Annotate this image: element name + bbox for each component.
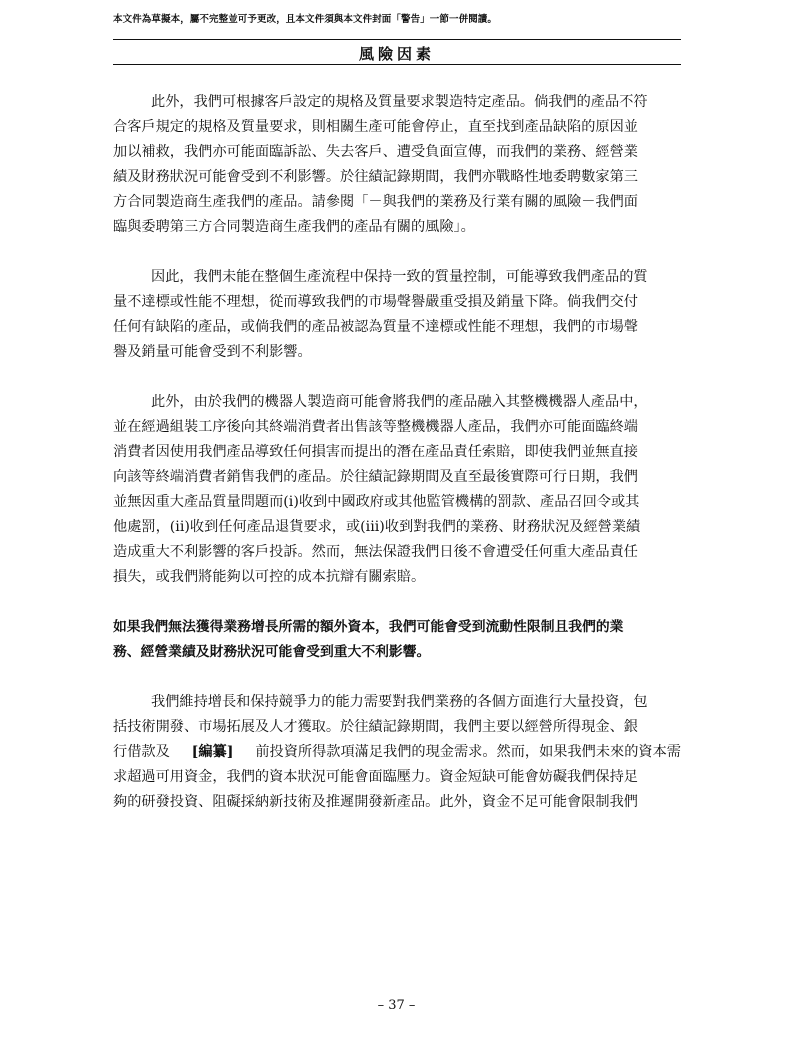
- heading-line: 務、經營業績及財務狀況可能會受到重大不利影響。: [113, 644, 431, 660]
- draft-disclaimer: 本文件為草擬本，屬不完整並可予更改，且本文件須與本文件封面「警告」一節一併閱讀。: [113, 14, 498, 25]
- paragraph-capital-needs: [113, 690, 681, 815]
- risk-heading: [113, 615, 681, 665]
- text-line: 此外，我們可根據客戶設定的規格及質量要求製造特定產品。倘我們的產品不符: [151, 94, 648, 110]
- text-line: 臨與委聘第三方合同製造商生產我們的產品有關的風險」。: [113, 219, 475, 235]
- text-line: 損失，或我們將能夠以可控的成本抗辯有關索賠。: [113, 569, 426, 585]
- text-line: 加以補救，我們亦可能面臨訴訟、失去客戶、遭受負面宣傳，而我們的業務、經營業: [113, 144, 638, 160]
- document-body: [113, 90, 681, 840]
- header-rule-bottom: [113, 64, 681, 65]
- section-title: 風險因素: [358, 45, 435, 63]
- heading-line: 如果我們無法獲得業務增長所需的額外資本，我們可能會受到流動性限制且我們的業: [113, 619, 624, 635]
- redaction-marker: [編纂]: [191, 744, 234, 760]
- text-line: 因此，我們未能在整個生產流程中保持一致的質量控制，可能導致我們產品的質: [151, 269, 648, 285]
- text-line: 造成重大不利影響的客戶投訴。然而，無法保證我們日後不會遭受任何重大產品責任: [113, 544, 638, 560]
- text-line: 此外，由於我們的機器人製造商可能會將我們的產品融入其整機機器人產品中，: [151, 394, 648, 410]
- text-line: [113, 740, 681, 765]
- text-line: 向該等終端消費者銷售我們的產品。於往績記錄期間及直至最後實際可行日期，我們: [113, 469, 638, 485]
- text-line: 方合同製造商生產我們的產品。請參閱「－與我們的業務及行業有關的風險－我們面: [113, 194, 638, 210]
- text-line: 並在經過組裝工序後向其終端消費者出售該等整機機器人產品，我們亦可能面臨終端: [113, 419, 638, 435]
- text-line: 績及財務狀況可能會受到不利影響。於往績記錄期間，我們亦戰略性地委聘數家第三: [113, 169, 638, 185]
- text-line: 合客戶規定的規格及質量要求，則相關生產可能會停止，直至找到產品缺陷的原因並: [113, 119, 638, 135]
- text-line: 我們維持增長和保持競爭力的能力需要對我們業務的各個方面進行大量投資，包: [151, 694, 648, 710]
- paragraph-product-specs: [113, 90, 681, 240]
- paragraph-product-liability: [113, 390, 681, 590]
- text-line: 求超過可用資金，我們的資本狀況可能會面臨壓力。資金短缺可能會妨礙我們保持足: [113, 769, 638, 785]
- text-line: 夠的研發投資、阻礙採納新技術及推遲開發新產品。此外，資金不足可能會限制我們: [113, 794, 638, 810]
- paragraph-quality-control: [113, 265, 681, 365]
- header-rule-top: [113, 39, 681, 40]
- text-line: 任何有缺陷的產品，或倘我們的產品被認為質量不達標或性能不理想，我們的市場聲: [113, 319, 638, 335]
- text-fragment: 前投資所得款項滿足我們的現金需求。然而，如果我們未來的資本需: [255, 744, 681, 760]
- text-line: 譽及銷量可能會受到不利影響。: [113, 344, 312, 360]
- text-line: 並無因重大產品質量問題而(i)收到中國政府或其他監管機構的罰款、產品召回令或其: [113, 494, 640, 510]
- text-line: 消費者因使用我們產品導致任何損害而提出的潛在產品責任索賠，即使我們並無直接: [113, 444, 638, 460]
- text-line: 括技術開發、市場拓展及人才獲取。於往績記錄期間，我們主要以經營所得現金、銀: [113, 719, 638, 735]
- text-line: 量不達標或性能不理想，從而導致我們的市場聲譽嚴重受損及銷量下降。倘我們交付: [113, 294, 638, 310]
- page-number: – 37 –: [377, 998, 416, 1013]
- text-fragment: 行借款及: [113, 744, 170, 760]
- text-line: 他處罰，(ii)收到任何產品退貨要求，或(iii)收到對我們的業務、財務狀況及經營業績: [113, 519, 641, 535]
